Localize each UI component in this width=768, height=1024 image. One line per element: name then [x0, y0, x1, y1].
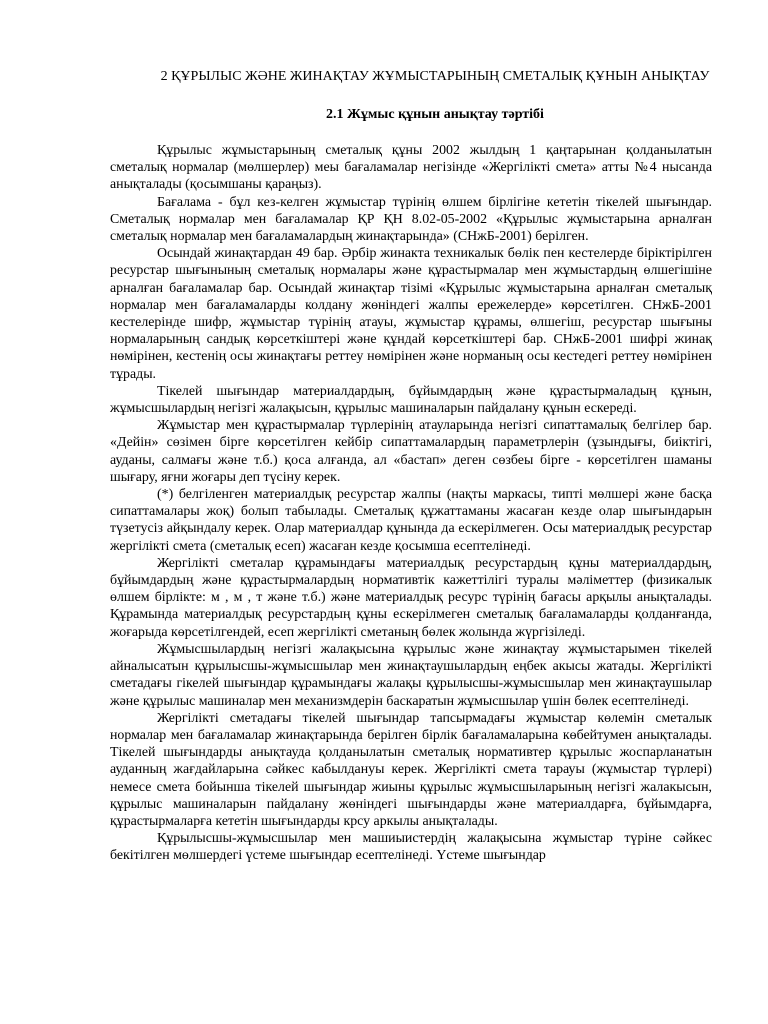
paragraph-2: Бағалама - бұл кез-келген жұмыстар түрінің өлшем бірлігіне кететін тікелей шығындар. Сметалық нормалар мен бағаламалар ҚР ҚН 8.02-05-2002 «Құрылыс жұмыстарына арналған сметалық нормалар мен бағаламалардың жинақтарында» (СНжБ-2001) берілген. — [110, 194, 712, 245]
paragraph-4: Тікелей шығындар материалдардың, бұйымдардың және құрастырмаладың құнын, жұмысшылардың негізгі жалақысын, құрылыс машиналарын пайдалану құнын ескереді. — [110, 383, 712, 417]
section-title: 2.1 Жұмыс құнын анықтау тәртібі — [326, 107, 544, 122]
paragraph-1: Құрылыс жұмыстарының сметалық құны 2002 жылдың 1 қаңтарынан қолданылатын сметалық нормалар (мөлшерлер) меы бағаламалар негізінде «Жергілікті смета» атты №4 нысанда анықталады (қосымшаны қараңыз). — [110, 143, 712, 193]
document-page — [110, 68, 712, 865]
paragraph-7: Жергілікті сметалар құрамындағы материалдық ресурстардың құны материалдардың, бұйымдардың және құрастырмалардың нормативтік кажеттілігі туралы мәліметтер (физикалык өлшем бірлікте: м , м , т және т.б.) және материалдық ресурс түрінің бағасы арқылы анықталады. Құрамында материалдық ресурстардың құны ескерілмеген сметалық бағаламаларды қолданғанда, жоғарыда көрсетілгендей, есеп жергілікті сметаның бөлек жолында жүргізіледі. — [110, 555, 712, 640]
paragraph-5: Жұмыстар мен құрастырмалар түрлерінің атауларында негізгі сипаттамалық белгілер бар. «Дейін» сөзімен бірге көрсетілген кейбір сипаттамалардың параметрлерін (ұзындығы, биіктігі, ауданы, салмағы және т.б.) қоса алғанда, ал «бастап» деген сөзбеы бірге - көрсетілген шаманы шығару, яғни жоғары деп түсіну керек. — [110, 418, 712, 485]
chapter-title: 2 ҚҰРЫЛЫС ЖӘНЕ ЖИНАҚТАУ ЖҰМЫСТАРЫНЫҢ СМЕТАЛЫҚ ҚҰНЫН АНЫҚТАУ — [160, 69, 710, 84]
paragraph-10: Құрылысшы-жұмысшылар мен машиыистердің жалақысына жұмыстар түріне сәйкес бекітілген мөлшердегі үстеме шығындар есептелінеді. Үстеме шығындар — [110, 831, 712, 864]
paragraph-6: (*) белгіленген материалдық ресурстар жалпы (нақты маркасы, типті мөлшері және басқа сипаттамалары жоқ) болып табылады. Сметалық құжаттаманы жасаған кезде олар шығындарын түзетусіз айқындалу керек. Олар материалдар құнында да ескерілмеген. Осы материалдық ресурстар жергілікті смета (сметалық есеп) жасаған кезде қосымша есептелінеді. — [110, 487, 712, 554]
paragraph-3: Осындай жинақтардан 49 бар. Әрбір жинакта техникалык бөлік пен кестелерде біріктірілген ресурстар шығынының сметалық нормалары және құрастырмалар мен жұмыстардың өлшегішіне арналған бағаламалар бар. Осындай жинақтар тізімі «Құрылыс жұмыстарына арналған сметалық нормалар мен бағаламаларды колдану жөніндегі жалпы ережелерде» көрсетілген. СНжБ-2001 кестелерінде шифр, жұмыстар түрінің атауы, жұмыстар құрамы, өлшегіш, ресурстар шығыны нормаларының сандық көрсеткіштері және құндай көрсеткіштері бар. СНжБ-2001 шифрі жинақ нөмірінен, кестенің осы жинақтағы реттеу нөмірінен және норманың осы кестедегі реттеу нөмірінен тұрады. — [110, 246, 712, 382]
paragraph-9: Жергілікті сметадағы тікелей шығындар тапсырмадағы жұмыстар көлемін сметалык нормалар мен бағаламалар жинақтарында берілген бірлік бағаламаларына көбейтумен анықталады. Тікелей шығындарды анықтауда қолданылатын сметалық нормативтер құрылыс жоспарланатын ауданның жағдайларына сәйкес кабылдануы керек. Жергілікті смета тарауы (жұмыстар түрлері) немесе смета бойынша тікелей шығындар жиыны құрылыс жұмысшыларының негізгі жалакысын, құрылыс машиналарын пайдалану жөніндегі шығындарды және материалдарға, бұйымдарға, құрастырмаларға кететін шығындарды крсу аркылы анықталады. — [110, 710, 712, 829]
document-body — [110, 142, 712, 865]
paragraph-8: Жұмысшылардың негізгі жалақысына құрылыс және жинақтау жұмыстарымен тікелей айналысатын құрылысшы-жұмысшылар мен жинақтаушылардың еңбек акысы жатады. Жергілікті сметадағы гікелей шығындар құрамындағы жалақы құрылысшы-жұмысшылар мен жинақтаушылар және құрылыс машиналар мен механизмдерін баскаратын жұмысшылар үшін бөлек есептелінеді. — [110, 641, 712, 709]
